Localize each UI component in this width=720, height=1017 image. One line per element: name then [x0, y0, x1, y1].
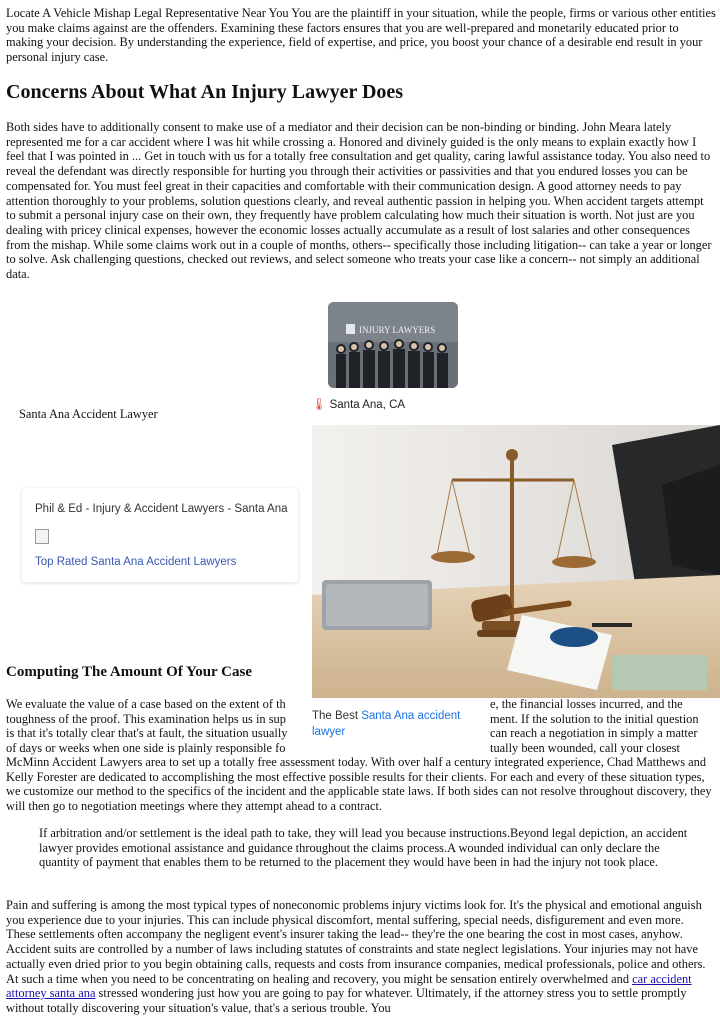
pain-text-before: Pain and suffering is among the most typical types of noneconomic problems injury victims look for. It's the physical and emotional anguish you experience due to your injuries. This can include physical discomfort, mental suffering, special needs, disfigurement and even more. These settlements often accompany the negligent event's insurer taking the lead-- they're the one bearing the cost in most cases, anyhow. Accident suits are controlled by a number of laws including statutes of constraints and state neglect legislations. Your injuries may not have actually even dried prior to you begin obtaining calls, requests and costs from insurance companies, medical professionals, police and others. At such a time when you need to be concentrating on healing and recovery, you might be sensation entirely overwhelmed and: [6, 898, 706, 986]
location-row[interactable]: [312, 398, 405, 413]
caption-link[interactable]: Santa Ana accident lawyer: [312, 710, 461, 738]
car-accident-attorney-link[interactable]: car accident attorney santa ana: [6, 971, 692, 1001]
concerns-paragraph: Both sides have to additionally consent to make use of a mediator and their decision can be non-binding or binding. John Meara lately represented me for a car accident where I was hit while crossing a. Honored and divinely guided is the only means to explain exactly how I feel that I was pointed in ... Get in touch with us for a totally free consultation and get quality, caring lawful assistance today. You also need to reveal the defendant was directly responsible for hurting you through their activities or passivities and that you endured losses you can be compensated for. You must feel great in their capacities and comfortable with their communication design. A good attorney needs to pay attention thoroughly to your problems, solution questions clearly, and reveal authentic passion in helping you. When accident targets attempt to submit a personal injury case on their own, they frequently have problem calculating how much their situation is worth. Not just are you dealing with pricey clinical expenses, however the economic losses actually accumulate as a result of lost salaries and other consequences from the mishap. While some claims work out in a couple of months, others-- specifically those including litigation-- can take a year or longer to solve. Ask challenging questions, checked out reviews, and select someone who treats your case like a concern-- not simply an additional data.: [6, 120, 712, 282]
pain-text-after: stressed wondering just how you are going to pay for whatever. Ultimately, if the attorney stress you to settle promptly without totally discovering your situation's value, that's a serious trouble. You: [6, 986, 687, 1015]
justice-scales-photo: [312, 425, 720, 698]
computing-line: e, the financial losses incurred, and the: [490, 697, 683, 711]
law-firm-team-photo: [328, 302, 458, 388]
blockquote: If arbitration and/or settlement is the ideal path to take, they will lead you because instructions.Beyond legal depiction, an accident lawyer provides emotional assistance and guidance throughout the claims process.A wounded individual can only declare the quantity of payment that enables them to be returned to the placement they would have been in had the injury not took place.: [39, 826, 688, 870]
firm-logo-text: INJURY LAWYERS: [359, 325, 436, 335]
top-rated-link[interactable]: Top Rated Santa Ana Accident Lawyers: [35, 556, 237, 568]
computing-line: tually been wounded, call your closest: [490, 741, 680, 755]
computing-paragraph-rest: McMinn Accident Lawyers area to set up a totally free assessment today. With over half a century integrated experience, Chad Matthews and Kelly Forester are dedicated to accomplishing the most effective possible results for their clients. For each and every of these situation types, we customize our method to the specifics of the incident and the applicable state laws. If both sides can not resolve throughout discovery, they will then go to negotiation meetings where they attempt ahead to a contract.: [6, 755, 712, 814]
intro-paragraph: Locate A Vehicle Mishap Legal Representative Near You You are the plaintiff in your situation, while the people, firms or various other entities you make claims against are the offenders. Examining these factors ensures that you are well-prepared and monetarily educated prior to making your decision. By understanding the experience, field of expertise, and price, you boost your chance of a desirable end result in your personal injury case.: [6, 6, 716, 65]
computing-line: of days or weeks when one side is plainly responsible fo: [6, 741, 286, 755]
map-embed-card[interactable]: [22, 488, 298, 582]
computing-line: We evaluate the value of a case based on the extent of th: [6, 697, 286, 711]
heading-concerns: Concerns About What An Injury Lawyer Does: [6, 81, 404, 103]
map-pin-icon: 🌡: [312, 399, 327, 411]
map-card-title: Phil & Ed - Injury & Accident Lawyers - Santa Ana: [35, 503, 288, 515]
caption-prefix: The Best: [312, 710, 362, 722]
pain-paragraph: [6, 898, 716, 1016]
firm-logo-mark: [346, 324, 355, 334]
location-text: Santa Ana, CA: [329, 399, 406, 411]
computing-line: toughness of the proof. This examination helps us in sup: [6, 712, 286, 726]
broken-image-icon: [35, 529, 49, 544]
team-photo-graphic: [328, 302, 458, 388]
computing-line: ment. If the solution to the initial question: [490, 712, 699, 726]
scales-gavel-graphic: [312, 425, 720, 698]
santa-ana-label: Santa Ana Accident Lawyer: [19, 407, 158, 421]
computing-line: is that it's totally clear that's at fault, the situation usually: [6, 726, 288, 740]
google-business-card[interactable]: [300, 294, 488, 418]
heading-computing: Computing The Amount Of Your Case: [6, 664, 253, 680]
computing-line: can reach a negotiation in simply a matter: [490, 726, 698, 740]
photo-caption: [312, 698, 488, 756]
